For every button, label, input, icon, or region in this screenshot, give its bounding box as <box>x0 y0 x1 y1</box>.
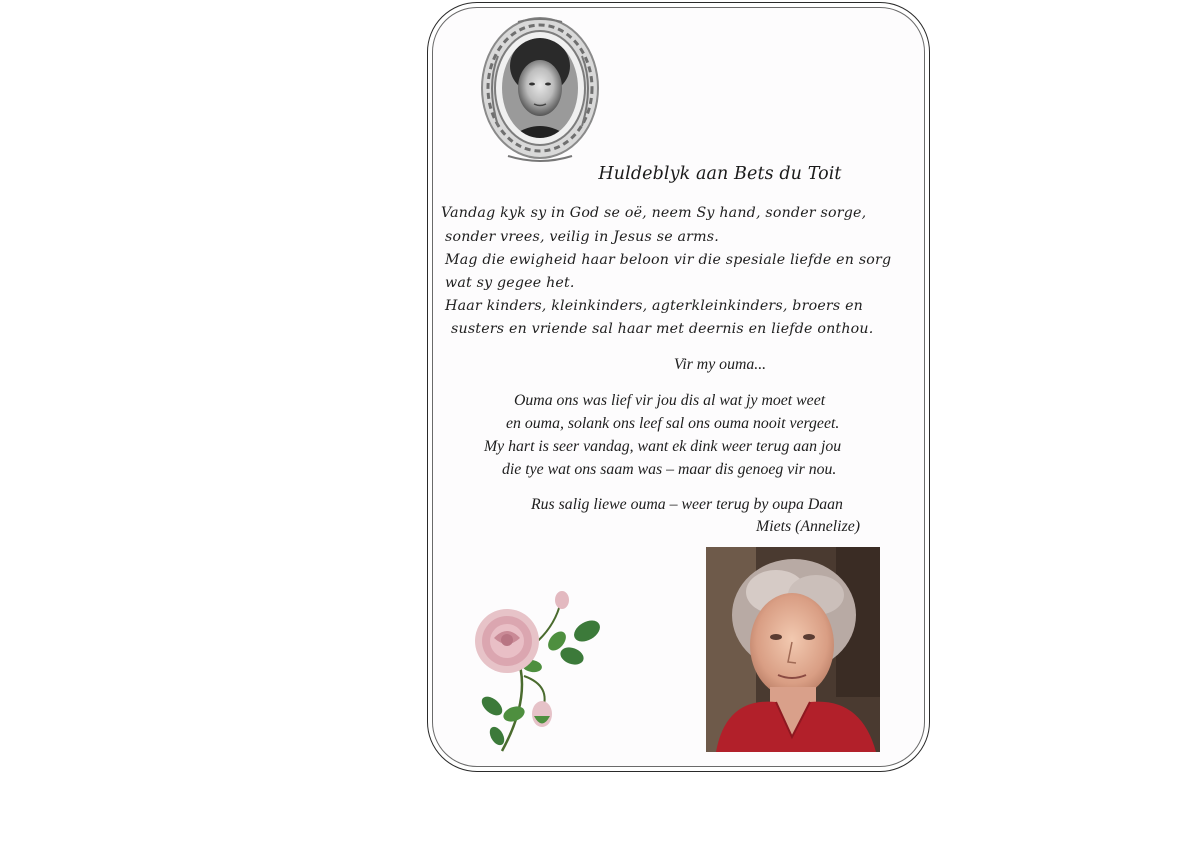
prose-line-5: Haar kinders, kleinkinders, agterkleinkinders, broers en <box>445 298 864 314</box>
prose-line-1: Vandag kyk sy in God se oë, neem Sy hand, sonder sorge, <box>441 205 867 221</box>
oval-portrait-frame <box>478 16 606 166</box>
closing-line: Rus salig liewe ouma – weer terug by oupa Daan <box>531 496 843 513</box>
prose-line-6: susters en vriende sal haar met deernis en liefde onthou. <box>451 321 874 337</box>
poem-line-3: My hart is seer vandag, want ek dink weer terug aan jou <box>484 438 842 455</box>
poem-line-2: en ouma, solank ons leef sal ons ouma nooit vergeet. <box>506 415 840 432</box>
rose-illustration <box>462 586 612 756</box>
color-portrait-photo <box>706 547 880 752</box>
poem-line-1: Ouma ons was lief vir jou dis al wat jy moet weet <box>514 392 826 409</box>
poem-line-4: die tye wat ons saam was – maar dis genoeg vir nou. <box>502 461 837 478</box>
signature: Miets (Annelize) <box>756 518 860 535</box>
dedication: Vir my ouma... <box>673 356 767 373</box>
card-title: Huldeblyk aan Bets du Toit <box>598 164 842 184</box>
prose-line-4: wat sy gegee het. <box>445 275 575 291</box>
prose-line-3: Mag die ewigheid haar beloon vir die spesiale liefde en sorg <box>445 252 892 268</box>
prose-line-2: sonder vrees, veilig in Jesus se arms. <box>445 229 719 245</box>
